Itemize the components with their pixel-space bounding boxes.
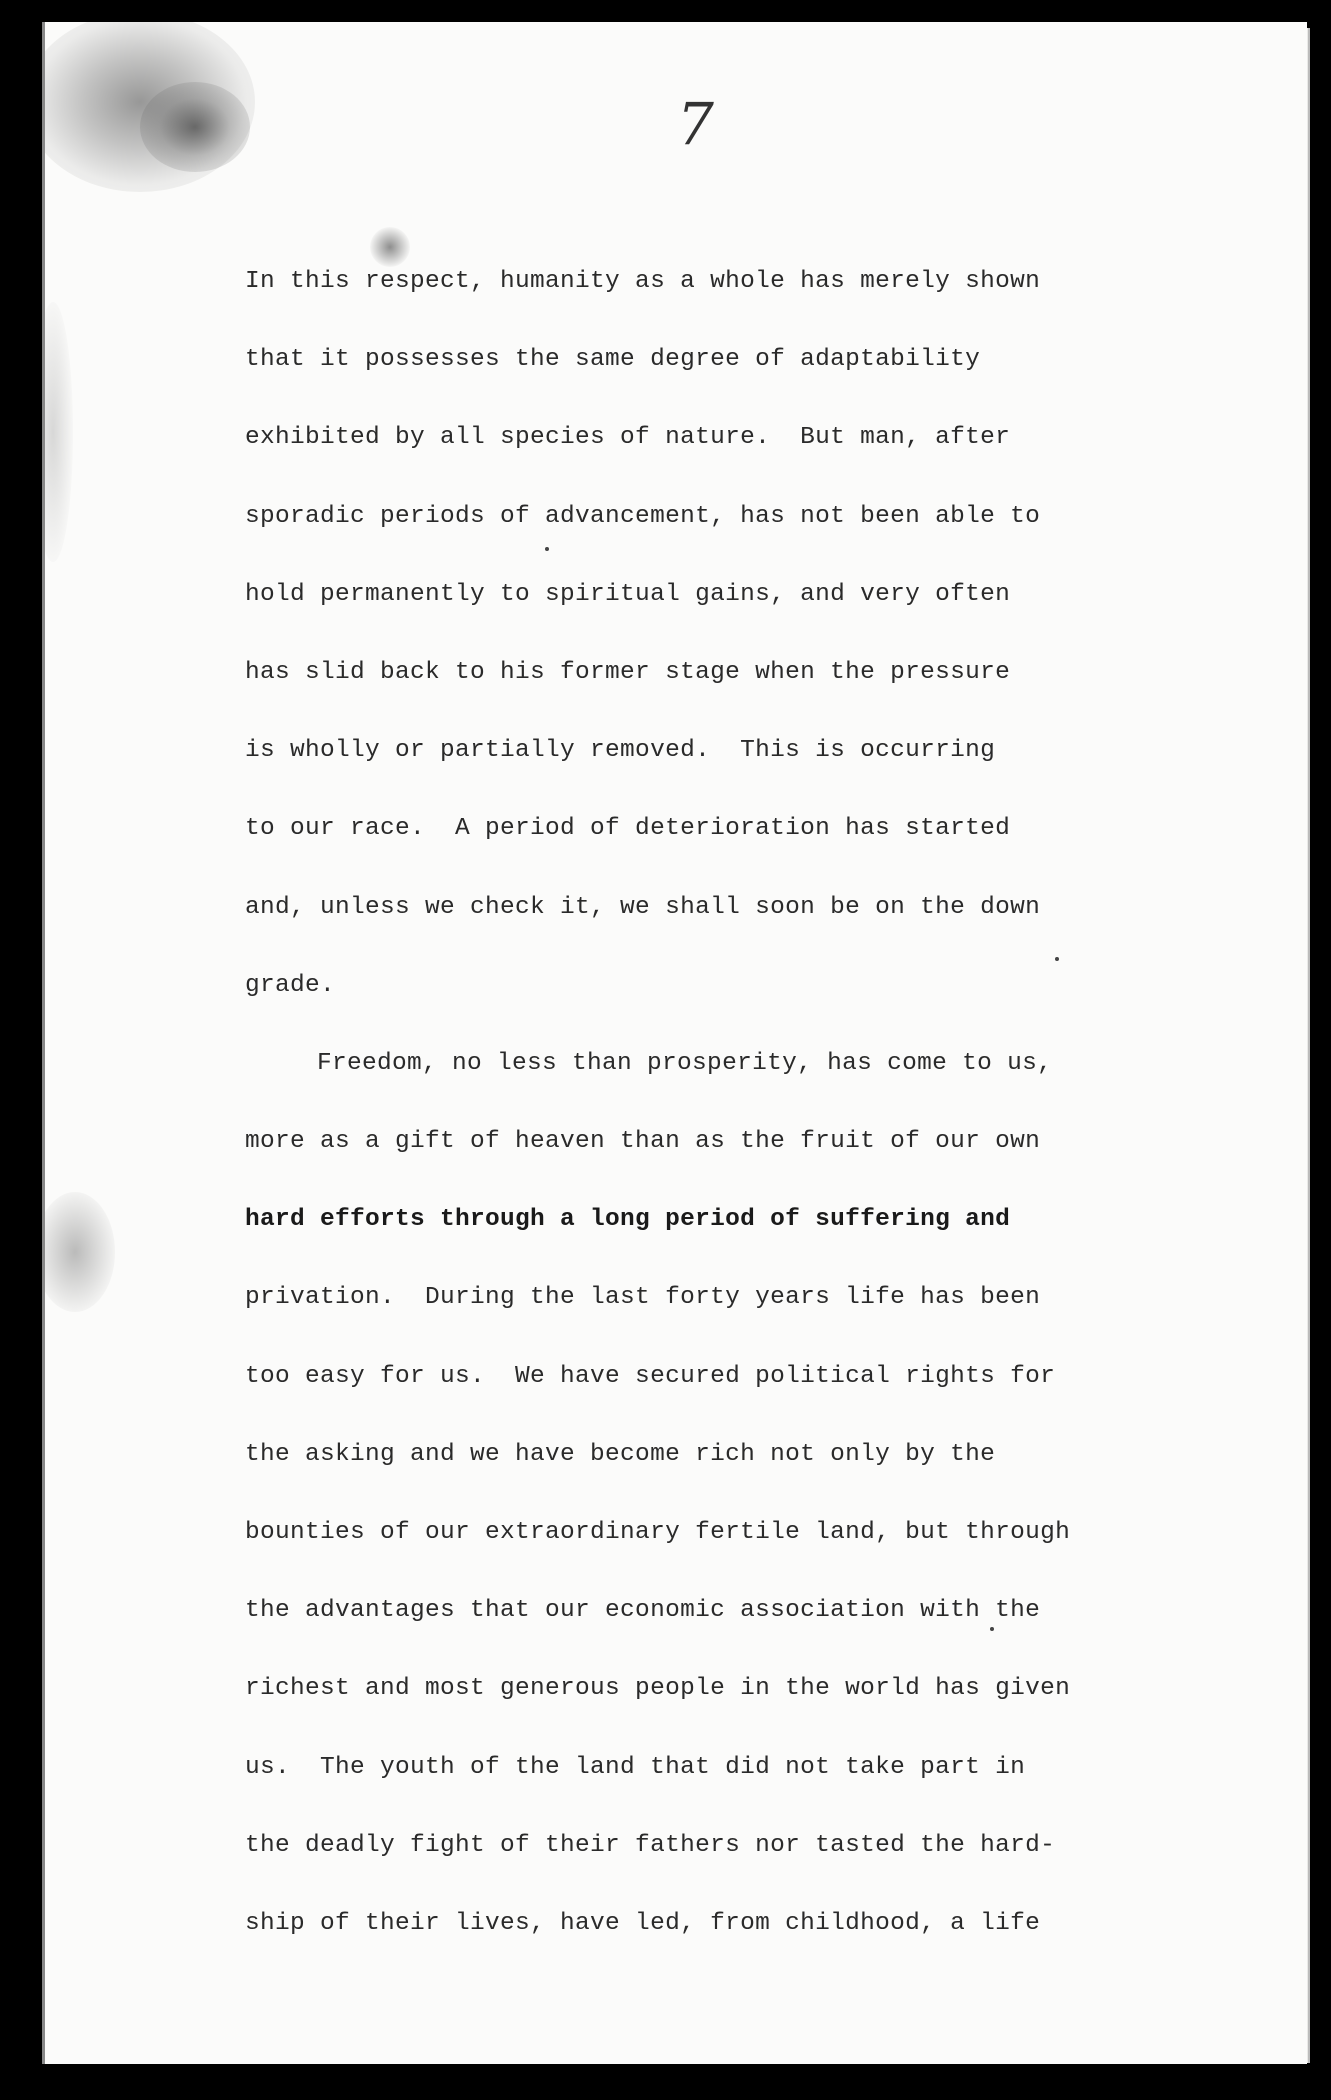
- text-line: has slid back to his former stage when the pressure: [245, 658, 1011, 686]
- text-line: the deadly fight of their fathers nor tasted the hard-: [245, 1831, 1056, 1859]
- text-line: hard efforts through a long period of suffering and: [245, 1206, 1011, 1234]
- ink-smudge: [42, 302, 73, 562]
- text-line: too easy for us. We have secured political rights for: [245, 1362, 1056, 1390]
- text-line: is wholly or partially removed. This is occurring: [245, 737, 996, 765]
- text-line: ship of their lives, have led, from childhood, a life: [245, 1909, 1041, 1937]
- ink-smudge: [370, 227, 410, 267]
- text-line: hold permanently to spiritual gains, and very often: [245, 580, 1011, 608]
- ink-smudge: [42, 1192, 115, 1312]
- text-line: privation. During the last forty years life has been: [245, 1284, 1041, 1312]
- text-line: that it possesses the same degree of adaptability: [245, 346, 981, 374]
- text-line: sporadic periods of advancement, has not been able to: [245, 502, 1041, 530]
- text-line: the advantages that our economic association with the: [245, 1597, 1041, 1625]
- ink-smudge: [140, 82, 250, 172]
- text-line: bounties of our extraordinary fertile land, but through: [245, 1519, 1071, 1546]
- text-line: and, unless we check it, we shall soon be on the down: [245, 893, 1041, 921]
- text-line: us. The youth of the land that did not take part in: [245, 1753, 1026, 1781]
- paragraph-start-line: Freedom, no less than prosperity, has come to us,: [317, 1049, 1053, 1077]
- text-line: to our race. A period of deterioration has started: [245, 815, 1011, 843]
- text-line: grade.: [245, 971, 336, 999]
- text-line: In this respect, humanity as a whole has merely shown: [245, 268, 1041, 295]
- text-line: the asking and we have become rich not only by the: [245, 1440, 996, 1468]
- document-page: [42, 22, 1307, 2064]
- text-line: richest and most generous people in the world has given: [245, 1675, 1071, 1703]
- text-line: more as a gift of heaven than as the fruit of our own: [245, 1128, 1041, 1156]
- body-text: [245, 267, 1135, 1987]
- page-number: 7: [677, 90, 714, 158]
- text-line: exhibited by all species of nature. But man, after: [245, 424, 1011, 452]
